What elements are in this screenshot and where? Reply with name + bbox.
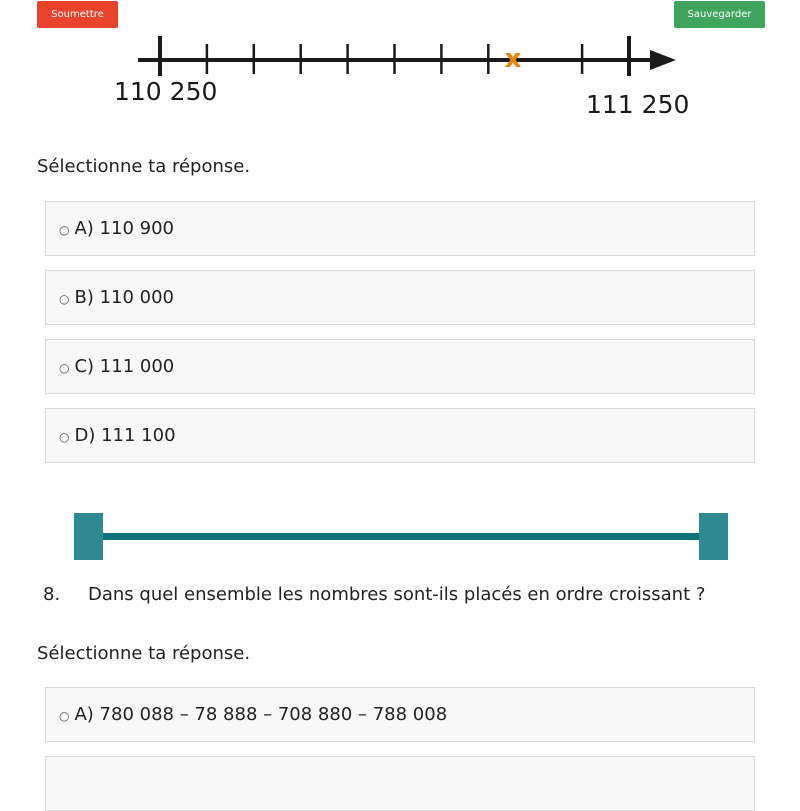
number-line (100, 28, 700, 128)
choice-b-q8[interactable] (45, 756, 755, 811)
choice-a[interactable] (45, 201, 755, 256)
choice-b[interactable] (45, 270, 755, 325)
choice-label: A) 780 088 – 78 888 – 708 880 – 788 008 (74, 704, 448, 725)
divider-bar (74, 533, 728, 540)
question-number: 8. (43, 584, 61, 605)
divider-cap-right (699, 513, 728, 560)
radio-icon[interactable]: ○ (59, 222, 70, 237)
choice-label: D) 111 100 (74, 425, 176, 446)
choice-a-q8[interactable] (45, 687, 755, 742)
choice-c[interactable] (45, 339, 755, 394)
radio-icon[interactable]: ○ (59, 360, 70, 375)
choice-label: A) 110 900 (74, 218, 174, 239)
radio-icon[interactable]: ○ (59, 708, 70, 723)
radio-icon[interactable]: ○ (59, 429, 70, 444)
select-prompt: Sélectionne ta réponse. (37, 156, 251, 177)
divider-cap-left (74, 513, 103, 560)
section-divider (74, 513, 728, 560)
select-prompt-2: Sélectionne ta réponse. (37, 643, 251, 664)
save-button[interactable]: Sauvegarder (674, 1, 765, 28)
arrow-head-icon (650, 50, 676, 70)
marker-x: x (504, 44, 522, 74)
start-label: 110 250 (114, 77, 218, 106)
question-text: Dans quel ensemble les nombres sont-ils placés en ordre croissant ? (88, 584, 706, 605)
end-label: 111 250 (586, 90, 690, 119)
radio-icon[interactable]: ○ (59, 291, 70, 306)
choice-d[interactable] (45, 408, 755, 463)
submit-button[interactable]: Soumettre (37, 1, 118, 28)
choice-label: B) 110 000 (74, 287, 175, 308)
choice-label: C) 111 000 (74, 356, 175, 377)
